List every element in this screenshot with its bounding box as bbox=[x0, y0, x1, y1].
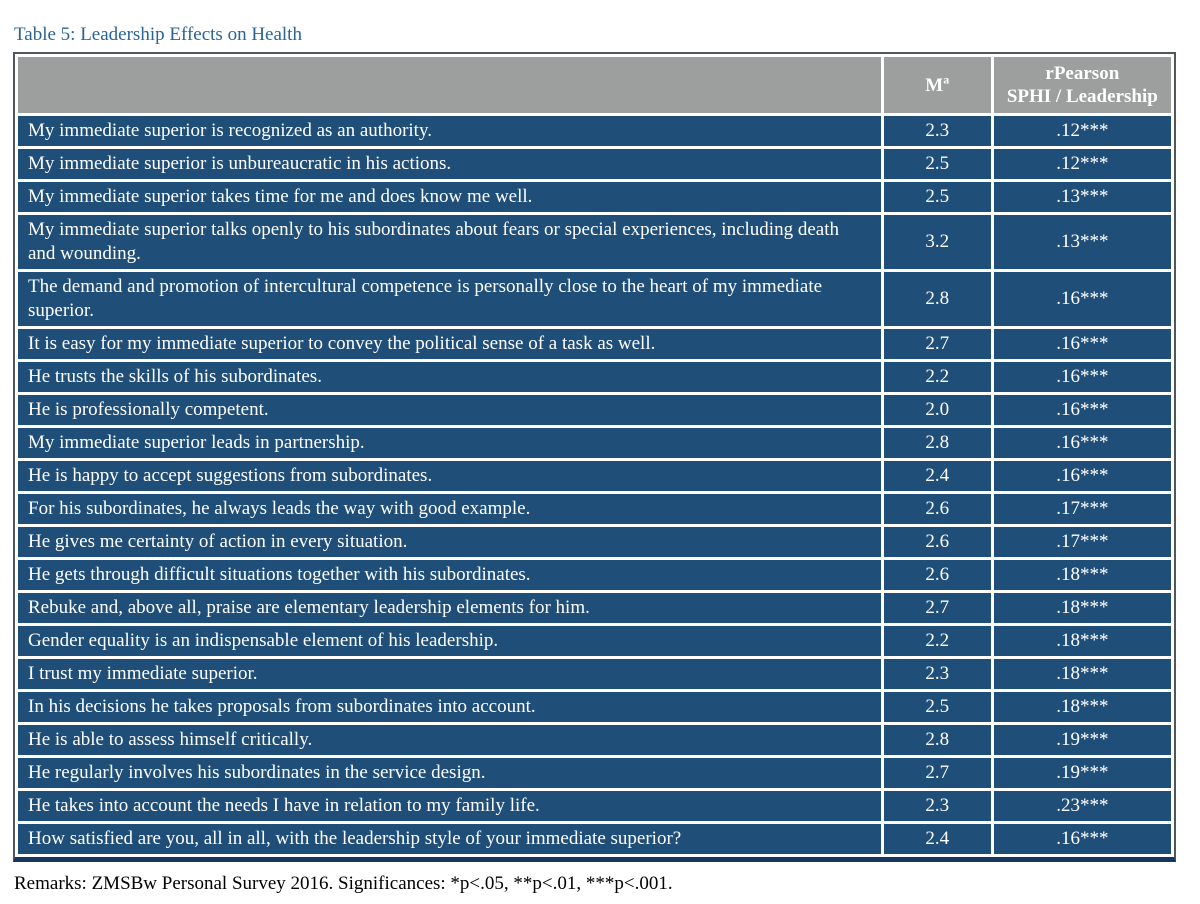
rpearson-value-cell: .16*** bbox=[992, 271, 1172, 328]
statement-cell: My immediate superior talks openly to his subordinates about fears or special experiences, including death and wounding. bbox=[17, 214, 883, 271]
table-body bbox=[17, 115, 1173, 856]
statement-cell: The demand and promotion of intercultural competence is personally close to the heart of my immediate superior. bbox=[17, 271, 883, 328]
mean-value-cell: 2.3 bbox=[882, 790, 992, 823]
mean-value-cell: 2.8 bbox=[882, 724, 992, 757]
table-row bbox=[17, 394, 1173, 427]
rpearson-value-cell: .16*** bbox=[992, 427, 1172, 460]
table-row bbox=[17, 592, 1173, 625]
mean-value-cell: 2.3 bbox=[882, 115, 992, 148]
statement-cell: My immediate superior is unbureaucratic in his actions. bbox=[17, 148, 883, 181]
table-row bbox=[17, 823, 1173, 856]
table-border bbox=[13, 52, 1176, 862]
table-row bbox=[17, 181, 1173, 214]
statement-cell: Rebuke and, above all, praise are elementary leadership elements for him. bbox=[17, 592, 883, 625]
mean-value-cell: 3.2 bbox=[882, 214, 992, 271]
mean-footnote-marker: a bbox=[943, 72, 950, 87]
table-row bbox=[17, 214, 1173, 271]
table-caption: Table 5: Leadership Effects on Health bbox=[14, 24, 302, 45]
rpearson-value-cell: .13*** bbox=[992, 214, 1172, 271]
table-row bbox=[17, 724, 1173, 757]
table-row bbox=[17, 625, 1173, 658]
rpearson-value-cell: .16*** bbox=[992, 460, 1172, 493]
mean-value-cell: 2.6 bbox=[882, 493, 992, 526]
table-row bbox=[17, 790, 1173, 823]
statement-cell: My immediate superior leads in partnership. bbox=[17, 427, 883, 460]
statement-cell: He is professionally competent. bbox=[17, 394, 883, 427]
mean-value-cell: 2.3 bbox=[882, 658, 992, 691]
table-row bbox=[17, 115, 1173, 148]
statement-cell: Gender equality is an indispensable element of his leadership. bbox=[17, 625, 883, 658]
statement-cell: He trusts the skills of his subordinates. bbox=[17, 361, 883, 394]
statement-cell: My immediate superior takes time for me and does know me well. bbox=[17, 181, 883, 214]
table-row bbox=[17, 460, 1173, 493]
rpearson-value-cell: .17*** bbox=[992, 526, 1172, 559]
statement-cell: He gets through difficult situations together with his subordinates. bbox=[17, 559, 883, 592]
mean-value-cell: 2.7 bbox=[882, 592, 992, 625]
rpearson-value-cell: .12*** bbox=[992, 148, 1172, 181]
statement-cell: How satisfied are you, all in all, with the leadership style of your immediate superior? bbox=[17, 823, 883, 856]
mean-value-cell: 2.8 bbox=[882, 271, 992, 328]
rpearson-value-cell: .18*** bbox=[992, 559, 1172, 592]
rpearson-value-cell: .16*** bbox=[992, 328, 1172, 361]
rpearson-value-cell: .16*** bbox=[992, 394, 1172, 427]
mean-value-cell: 2.8 bbox=[882, 427, 992, 460]
mean-value-cell: 2.5 bbox=[882, 148, 992, 181]
rpearson-value-cell: .17*** bbox=[992, 493, 1172, 526]
header-mean-cell bbox=[882, 56, 992, 115]
rpearson-value-cell: .18*** bbox=[992, 691, 1172, 724]
header-statement-cell bbox=[17, 56, 883, 115]
mean-value-cell: 2.5 bbox=[882, 691, 992, 724]
table-row bbox=[17, 493, 1173, 526]
header-rpearson-cell bbox=[992, 56, 1172, 115]
mean-value-cell: 2.2 bbox=[882, 625, 992, 658]
mean-value-cell: 2.0 bbox=[882, 394, 992, 427]
table-row bbox=[17, 427, 1173, 460]
table-row bbox=[17, 361, 1173, 394]
statement-cell: It is easy for my immediate superior to convey the political sense of a task as well. bbox=[17, 328, 883, 361]
rpearson-value-cell: .16*** bbox=[992, 823, 1172, 856]
table-row bbox=[17, 148, 1173, 181]
mean-value-cell: 2.7 bbox=[882, 328, 992, 361]
table-row bbox=[17, 691, 1173, 724]
statement-cell: He is happy to accept suggestions from subordinates. bbox=[17, 460, 883, 493]
statement-cell: I trust my immediate superior. bbox=[17, 658, 883, 691]
table-row bbox=[17, 328, 1173, 361]
table-row bbox=[17, 271, 1173, 328]
mean-value-cell: 2.4 bbox=[882, 460, 992, 493]
remarks-footnote: Remarks: ZMSBw Personal Survey 2016. Significances: *p<.05, **p<.01, ***p<.001. bbox=[14, 873, 673, 894]
mean-value-cell: 2.7 bbox=[882, 757, 992, 790]
statement-cell: He gives me certainty of action in every situation. bbox=[17, 526, 883, 559]
statement-cell: In his decisions he takes proposals from subordinates into account. bbox=[17, 691, 883, 724]
rpearson-label-line1: rPearson bbox=[1045, 63, 1120, 84]
mean-value-cell: 2.6 bbox=[882, 559, 992, 592]
table-row bbox=[17, 757, 1173, 790]
mean-label: M bbox=[925, 74, 944, 96]
table-row bbox=[17, 526, 1173, 559]
rpearson-value-cell: .12*** bbox=[992, 115, 1172, 148]
table-row bbox=[17, 658, 1173, 691]
rpearson-value-cell: .18*** bbox=[992, 658, 1172, 691]
table-row bbox=[17, 559, 1173, 592]
statement-cell: He is able to assess himself critically. bbox=[17, 724, 883, 757]
rpearson-value-cell: .16*** bbox=[992, 361, 1172, 394]
rpearson-value-cell: .19*** bbox=[992, 724, 1172, 757]
statement-cell: My immediate superior is recognized as an authority. bbox=[17, 115, 883, 148]
rpearson-value-cell: .13*** bbox=[992, 181, 1172, 214]
rpearson-value-cell: .18*** bbox=[992, 592, 1172, 625]
statement-cell: For his subordinates, he always leads the way with good example. bbox=[17, 493, 883, 526]
leadership-effects-table bbox=[15, 54, 1174, 857]
mean-value-cell: 2.5 bbox=[882, 181, 992, 214]
rpearson-label-line2: SPHI / Leadership bbox=[1006, 86, 1158, 107]
rpearson-value-cell: .18*** bbox=[992, 625, 1172, 658]
mean-value-cell: 2.2 bbox=[882, 361, 992, 394]
rpearson-value-cell: .23*** bbox=[992, 790, 1172, 823]
mean-value-cell: 2.6 bbox=[882, 526, 992, 559]
statement-cell: He regularly involves his subordinates in the service design. bbox=[17, 757, 883, 790]
header-row bbox=[17, 56, 1173, 115]
rpearson-value-cell: .19*** bbox=[992, 757, 1172, 790]
statement-cell: He takes into account the needs I have in relation to my family life. bbox=[17, 790, 883, 823]
mean-value-cell: 2.4 bbox=[882, 823, 992, 856]
